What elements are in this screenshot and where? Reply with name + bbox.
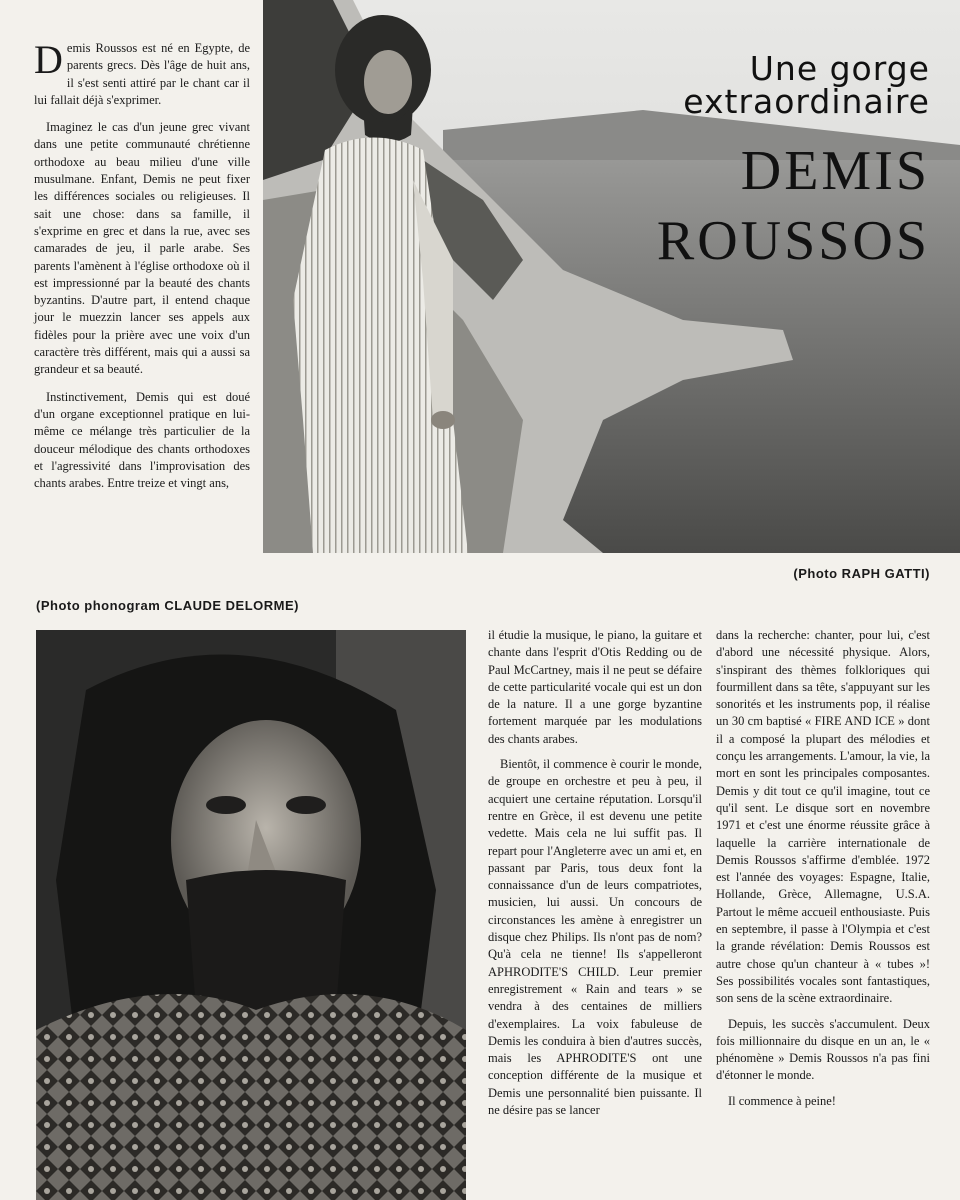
- name-line-1: DEMIS: [740, 140, 930, 202]
- right-paragraph-2: Depuis, les succès s'accumulent. Deux fois millionnaire du disque en un an, le « phénomène » Demis Roussos n'a pas fini d'étonner le monde.: [716, 1016, 930, 1083]
- portrait-photo-image: [36, 630, 466, 1200]
- right-paragraph-1: dans la recherche: chanter, pour lui, c'est d'abord une nécessité physique. Alors, s'inspirant des thèmes folkloriques qui fourmillent dans sa tête, s'appuyant sur les sonorités et les instruments pop, il réalise un 30 cm baptisé « FIRE AND ICE » dont il a composé la plupart des mélodies et conçu les arrangements. L'amour, la vie, la mort en sont les principales composantes. Demis y dit tout ce qu'il imagine, tout ce qu'il sent. Le disque sort en novembre 1971 et c'est une énorme réussite grâce à laquelle la carrière internationale de Demis Roussos s'affirme d'emblée. 1972 est l'année des voyages: Espagne, Italie, Hollande, Grèce, Allemagne, U.S.A. Partout le même accueil enthousiaste. Puis en septembre, il passe à l'Olympia et c'est la grande révélation: Demis Roussos est autre chose qu'un chanteur à « tubes »! Ses possibilités vocales sont fantastiques, son sens de la scène extraordinaire.: [716, 628, 930, 1006]
- intro-text-1: emis Roussos est né en Egypte, de parents grecs. Dès l'âge de huit ans, il s'est senti attiré par le chant car il lui fallait déjà s'exprimer.: [34, 41, 250, 107]
- headline-line-1: Une gorge: [749, 49, 930, 88]
- headline-line-2: extraordinaire: [683, 82, 930, 121]
- intro-column: [34, 37, 250, 502]
- cliff-photo: [263, 0, 960, 553]
- photo-credit-left: (Photo phonogram CLAUDE DELORME): [36, 598, 299, 613]
- name-line-2: ROUSSOS: [656, 210, 930, 272]
- intro-paragraph-2: Imaginez le cas d'un jeune grec vivant dans une petite communauté chrétienne orthodoxe au beau milieu d'une ville musulmane. Enfant, Demis ne peut fixer les différences sociales ou religieuses. Il sait une chose: dans sa famille, il s'exprime en grec et dans la rue, avec ses camarades de jeu, il parle arabe. Ses parents l'amènent à l'église orthodoxe où il est impressionné par la beauté des chants byzantins. D'autre part, il entend chaque jour le muezzin lancer ses appels aux fidèles pour la prière avec une voix d'un caractère très différent, mais qui a aussi sa grandeur et sa beauté.: [34, 120, 250, 377]
- intro-paragraph-3: Instinctivement, Demis qui est doué d'un organe exceptionnel pratique en lui-même ce mélange très particulier de la douceur mélodique des chants orthodoxes et l'agressivité dans l'improvisation des chants arabes. Entre treize et vingt ans,: [34, 389, 250, 491]
- middle-paragraph-1: il étudie la musique, le piano, la guitare et chante dans l'esprit d'Otis Redding ou de Paul McCartney, mais il ne peut se défaire de cette particularité vocale qui est un don de la nature. Il a une gorge byzantine fortement marquée par les modulations des chants arabes.: [488, 628, 702, 746]
- portrait-photo: [36, 630, 466, 1200]
- right-paragraph-3: Il commence à peine!: [728, 1093, 836, 1108]
- photo-credit-top: (Photo RAPH GATTI): [793, 566, 930, 581]
- middle-paragraph-2: Bientôt, il commence è courir le monde, de groupe en orchestre et peu à peu, il acquiert une certaine réputation. Lorsqu'il rentre en Grèce, il est devenu une petite vedette. Mais cela ne lui suffit pas. Il repart pour l'Angleterre avec un ami et, en passant par Paris, tous deux font la connaissance d'un de leurs compatriotes, musicien, lui aussi. Un concours de circonstances les amène à enregistrer un disque chez Philips. Ils n'ont pas de nom? Qu'à cela ne tienne! Ils s'appelleront APHRODITE'S CHILD. Leur premier enregistrement « Rain and tears » se vendra à des centaines de milliers d'exemplaires. La voix fabuleuse de Demis les conduira à bien d'autres succès, mais les APHRODITE'S ont une conception différente de la musique et Demis une personnalité bien puissante. Il ne désire pas se lancer: [488, 757, 702, 1118]
- intro-paragraph-1: [34, 37, 250, 109]
- right-column: [716, 627, 930, 1118]
- drop-cap: D: [34, 37, 63, 82]
- middle-column: [488, 627, 702, 1127]
- title-block: [656, 49, 930, 276]
